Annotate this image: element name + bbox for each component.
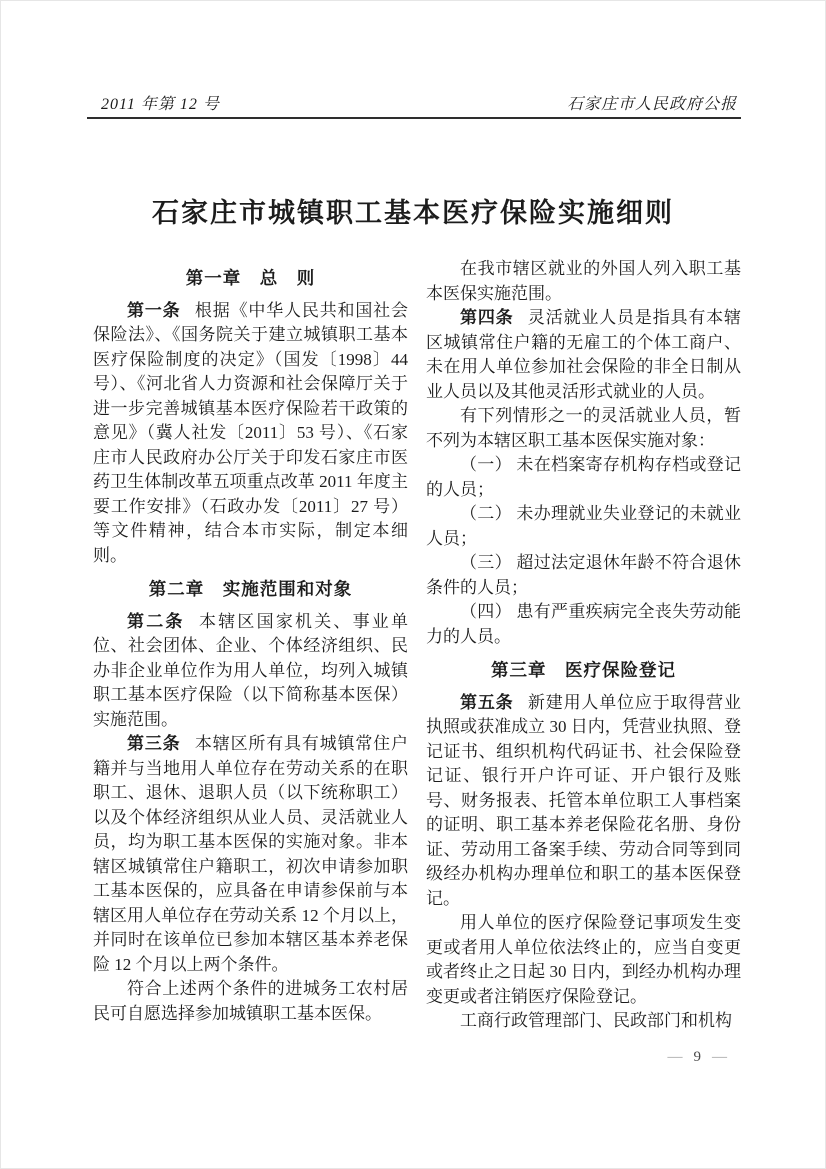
chapter-heading: 第三章 医疗保险登记: [491, 660, 676, 680]
paragraph-text: （四） 患有严重疾病完全丧失劳动能力的人员。: [426, 602, 741, 646]
page-number: 9: [693, 1049, 701, 1065]
page-footer: [668, 1049, 728, 1066]
chapter-heading: 第二章 实施范围和对象: [148, 579, 353, 599]
paragraph-text: （二） 未办理就业失业登记的未就业人员；: [426, 504, 741, 548]
article-label: 第五条: [460, 692, 514, 712]
left-column: [93, 257, 408, 1034]
paragraph: [426, 306, 741, 404]
footer-dash-left: —: [667, 1049, 683, 1065]
paragraph-text: 符合上述两个条件的进城务工农村居民可自愿选择参加城镇职工基本医保。: [93, 979, 408, 1023]
paragraph: [426, 502, 741, 551]
paragraph-text: （三） 超过法定退休年龄不符合退休条件的人员；: [426, 553, 741, 597]
page-header: [101, 91, 737, 114]
paragraph-text: 本辖区国家机关、事业单位、社会团体、企业、个体经济组织、民办非企业单位作为用人单位，均列入城镇职工基本医疗保险（以下简称基本医保）实施范围。: [93, 611, 409, 729]
paragraph: [426, 257, 741, 306]
paragraph-text: 本辖区所有具有城镇常住户籍并与当地用人单位存在劳动关系的在职职工、退休、退职人员（以下统称职工）以及个体经济组织从业人员、灵活就业人员，均为职工基本医保的实施对象。非本辖区城镇常住户籍职工，初次申请参加职工基本医保的，应具备在申请参保前与本辖区用人单位存在劳动关系 12 个月以上，并同时在该单位已参加本辖区基本养老保险 12 个月以上两个条件。: [93, 734, 409, 974]
right-column: [426, 257, 741, 1034]
article-label: 第一条: [127, 300, 181, 320]
article-label: 第二条: [127, 611, 185, 631]
paragraph-text: 灵活就业人员是指具有本辖区城镇常住户籍的无雇工的个体工商户、未在用人单位参加社会保险的非全日制从业人员以及其他灵活形式就业的人员。: [426, 308, 742, 401]
paragraph: [93, 977, 408, 1026]
paragraph: [426, 404, 741, 453]
paragraph: [426, 911, 741, 1009]
article-label: 第三条: [127, 734, 181, 753]
publication-name: 石家庄市人民政府公报: [566, 96, 737, 113]
header-rule: [87, 117, 741, 119]
paragraph-text: 用人单位的医疗保险登记事项发生变更或者用人单位依法终止的，应当自变更或者终止之日起 30 日内，到经办机构办理变更或者注销医疗保险登记。: [426, 913, 741, 1006]
article-label: 第四条: [460, 308, 514, 327]
paragraph-text: 有下列情形之一的灵活就业人员，暂不列为本辖区职工基本医保实施对象：: [426, 406, 741, 450]
paragraph: [93, 732, 408, 977]
paragraph: [426, 551, 741, 600]
paragraph: [426, 600, 741, 649]
document-title: 石家庄市城镇职工基本医疗保险实施细则: [152, 198, 674, 229]
chapter-heading: 第一章 总 则: [185, 268, 316, 288]
issue-number: 2011 年第 12 号: [101, 96, 220, 113]
paragraph-text: 新建用人单位应于取得营业执照或获准成立 30 日内，凭营业执照、登记证书、组织机构代码证书、社会保险登记证、银行开户许可证、开户银行及账号、财务报表、托管本单位职工人事档案的证明、职工基本养老保险花名册、身份证、劳动用工备案手续、劳动合同等到同级经办机构办理单位和职工的基本医保登记。: [426, 692, 742, 908]
paragraph: [426, 1009, 741, 1034]
paragraph: [426, 453, 741, 502]
paragraph: [426, 691, 741, 912]
paragraph-text: （一） 未在档案寄存机构存档或登记的人员；: [426, 455, 741, 499]
paragraph: [93, 299, 408, 569]
paragraph-text: 根据《中华人民共和国社会保险法》、《国务院关于建立城镇职工基本医疗保险制度的决定》（国发〔1998〕44 号）、《河北省人力资源和社会保障厅关于进一步完善城镇基本医疗保险若干政策的意见》（冀人社发〔2011〕53 号）、《石家庄市人民政府办公厅关于印发石家庄市医药卫生体制改革五项重点改革 2011 年度主要工作安排》（石政办发〔2011〕27 号）等文件精神，结合本市实际，制定本细则。: [93, 300, 409, 565]
paragraph: [93, 610, 408, 733]
paragraph-text: 工商行政管理部门、民政部门和机构: [460, 1011, 732, 1030]
footer-dash-right: —: [712, 1049, 727, 1065]
paragraph-text: 在我市辖区就业的外国人列入职工基本医保实施范围。: [426, 259, 741, 303]
text-columns: [93, 257, 741, 1034]
